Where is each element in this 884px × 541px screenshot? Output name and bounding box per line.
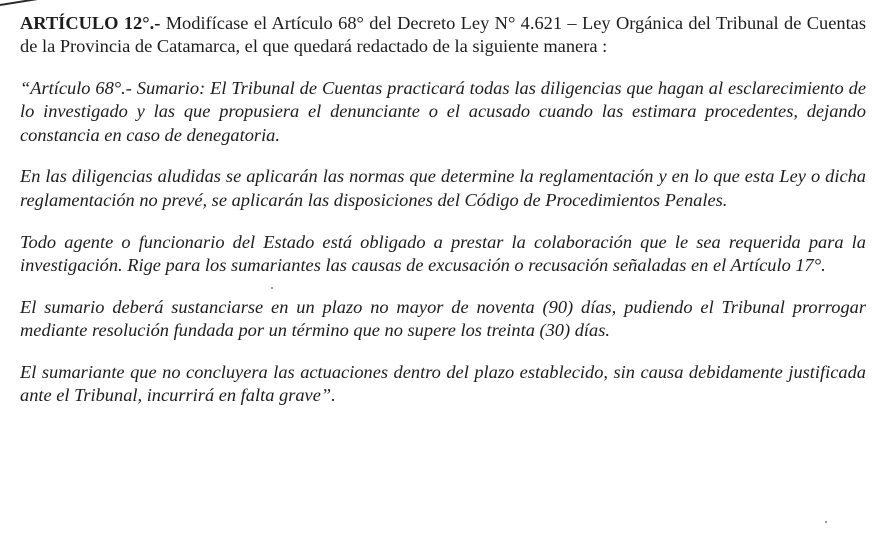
scan-speck xyxy=(825,521,827,523)
quoted-paragraph-4: El sumario deberá sustanciarse en un plazo no mayor de noventa (90) días, pudiendo el Tribunal prorrogar mediante resolución fundada por un término que no supere los treinta (30) días. xyxy=(20,296,866,340)
article-intro-paragraph xyxy=(20,12,866,59)
scan-mark xyxy=(0,0,38,6)
quoted-paragraph-3: Todo agente o funcionario del Estado está obligado a prestar la colaboración que le sea requerida para la investigación. Rige para los sumariantes las causas de excusación o recusación señaladas en el Artículo 17°. xyxy=(20,231,866,275)
scan-speck xyxy=(271,287,273,289)
quoted-paragraph-1: “Artículo 68°.- Sumario: El Tribunal de Cuentas practicará todas las diligencias que hagan al esclarecimiento de lo investigado y las que propusiera el denunciante o el acusado cuando las estimara procedentes, dejando constancia en caso de denegatoria. xyxy=(20,78,866,145)
article-intro-text: Modifícase el Artículo 68° del Decreto Ley N° 4.621 – Ley Orgánica del Tribunal de Cuentas de la Provincia de Catamarca, el que quedará redactado de la siguiente manera : xyxy=(20,13,866,57)
article-heading: ARTÍCULO 12°.- xyxy=(20,13,161,33)
quoted-paragraph-2: En las diligencias aludidas se aplicarán las normas que determine la reglamentación y en lo que esta Ley o dicha reglamentación no prevé, se aplicarán las disposiciones del Código de Procedimientos Penales. xyxy=(20,166,866,210)
quoted-paragraph-5: El sumariante que no concluyera las actuaciones dentro del plazo establecido, sin causa debidamente justificada ante el Tribunal, incurrirá en falta grave”. xyxy=(20,361,866,406)
